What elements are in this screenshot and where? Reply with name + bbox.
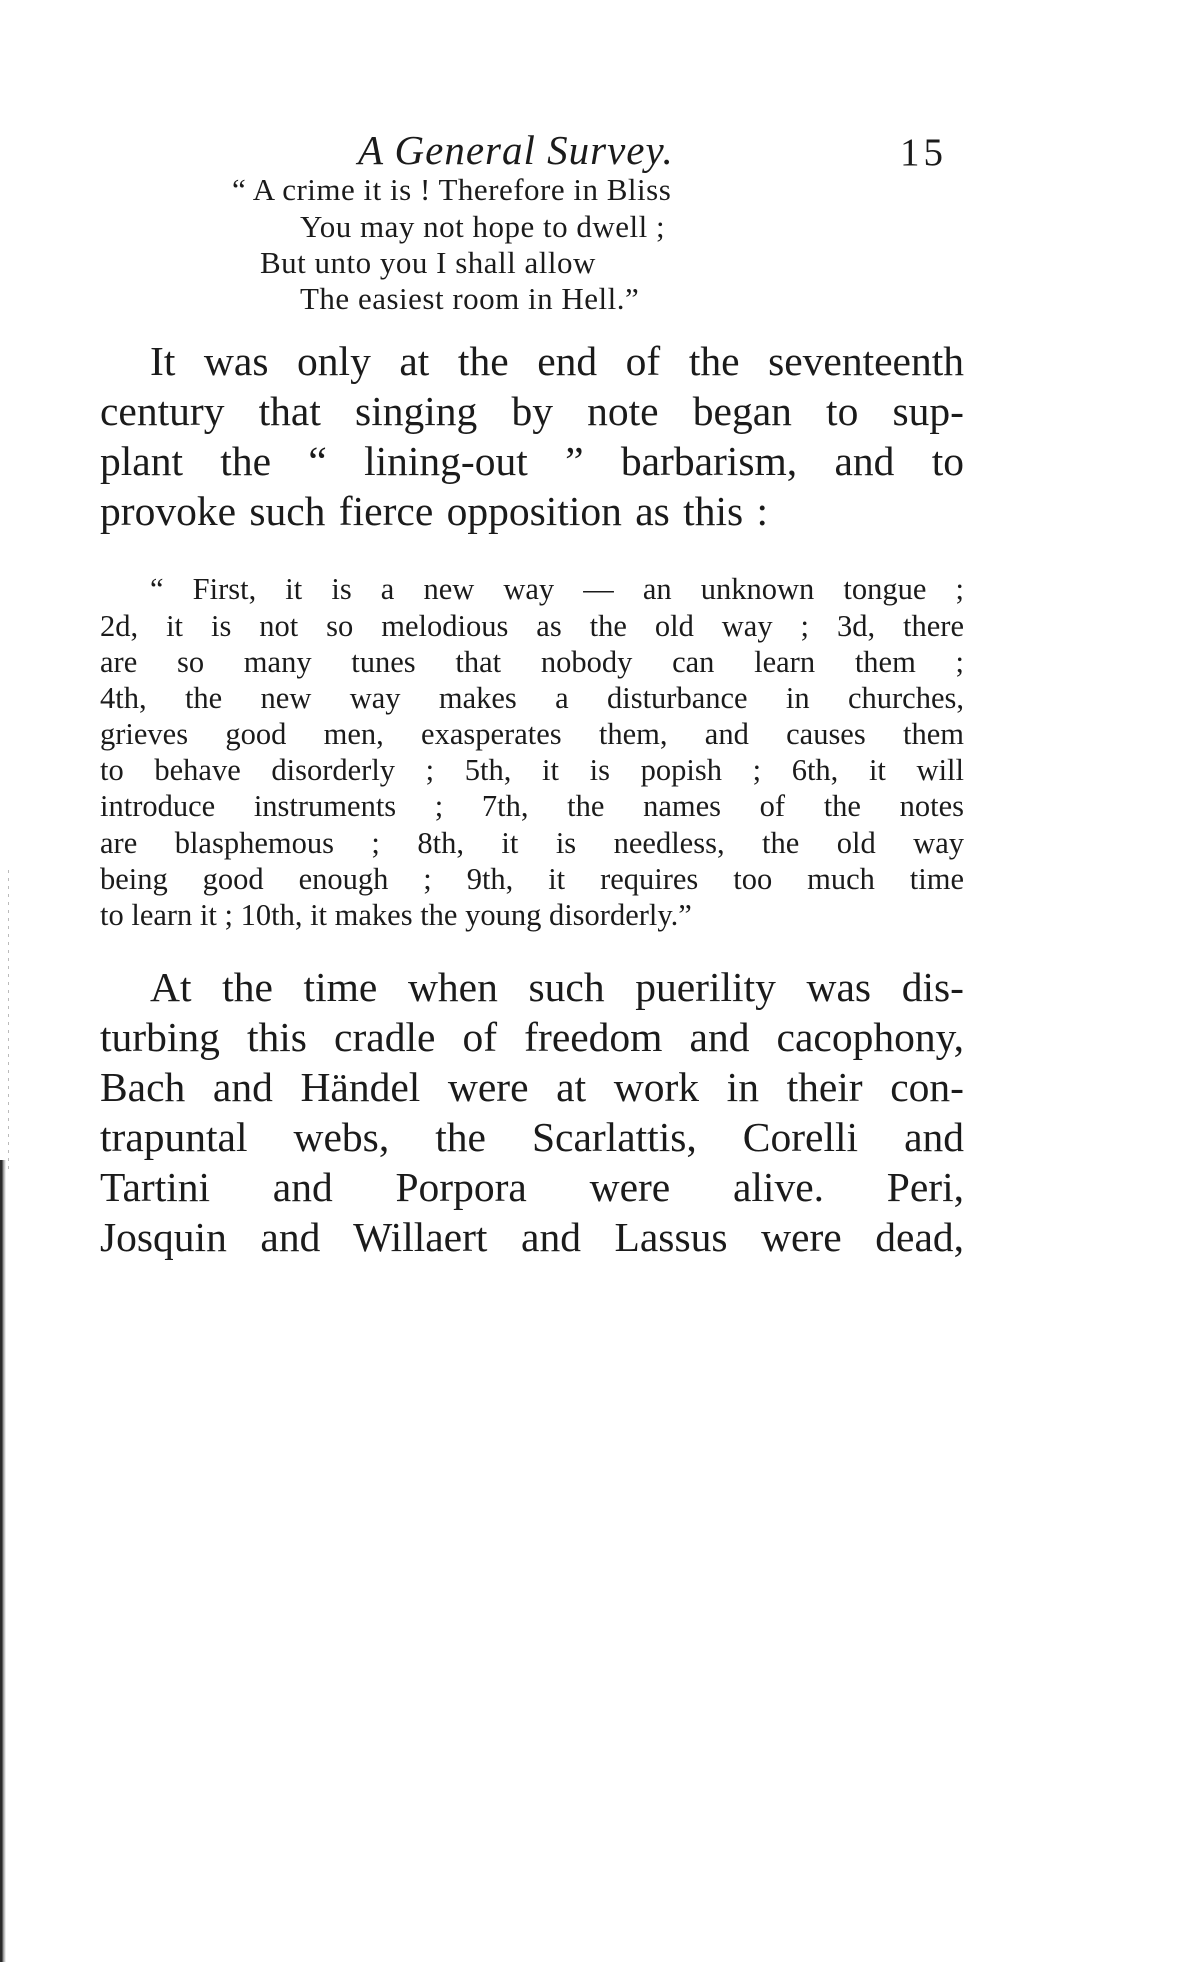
paragraph-line: Tartini and Porpora were alive. Peri,: [100, 1164, 964, 1210]
paragraph-line: At the time when such puerility was dis-: [150, 964, 964, 1010]
quotation-line: are so many tunes that nobody can learn them ;: [100, 645, 964, 679]
paragraph-line: provoke such fierce opposition as this :: [100, 488, 769, 534]
quotation-line: grieves good men, exasperates them, and causes them: [100, 717, 964, 751]
verse-line: But unto you I shall allow: [260, 245, 596, 280]
paragraph-line: Bach and Händel were at work in their con-: [100, 1064, 964, 1110]
paragraph-line: century that singing by note began to sup-: [100, 388, 964, 434]
verse-line: You may not hope to dwell ;: [300, 209, 666, 244]
quotation-line: “ First, it is a new way — an unknown tongue ;: [150, 572, 964, 606]
quotation-line: are blasphemous ; 8th, it is needless, the old way: [100, 826, 964, 860]
paragraph-line: It was only at the end of the seventeenth: [150, 338, 964, 384]
running-title: A General Survey.: [358, 127, 674, 173]
paragraph-line: trapuntal webs, the Scarlattis, Corelli and: [100, 1114, 964, 1160]
quotation-line: 2d, it is not so melodious as the old way ; 3d, there: [100, 609, 964, 643]
quotation-line: being good enough ; 9th, it requires too much time: [100, 862, 964, 896]
verse-line: “ A crime it is ! Therefore in Bliss: [232, 172, 672, 207]
paragraph-line: Josquin and Willaert and Lassus were dead,: [100, 1214, 964, 1260]
quotation-line: to behave disorderly ; 5th, it is popish ; 6th, it will: [100, 753, 964, 787]
page-number: 15: [900, 131, 947, 174]
paragraph-line: plant the “ lining-out ” barbarism, and to: [100, 438, 964, 484]
quotation-line: introduce instruments ; 7th, the names of the notes: [100, 789, 964, 823]
verse-line: The easiest room in Hell.”: [300, 281, 640, 316]
quotation-line: 4th, the new way makes a disturbance in churches,: [100, 681, 964, 715]
page-edge-marks: [8, 870, 9, 1170]
page-edge-shadow: [0, 1160, 6, 1962]
quotation-line: to learn it ; 10th, it makes the young disorderly.”: [100, 898, 692, 932]
paragraph-line: turbing this cradle of freedom and cacophony,: [100, 1014, 964, 1060]
